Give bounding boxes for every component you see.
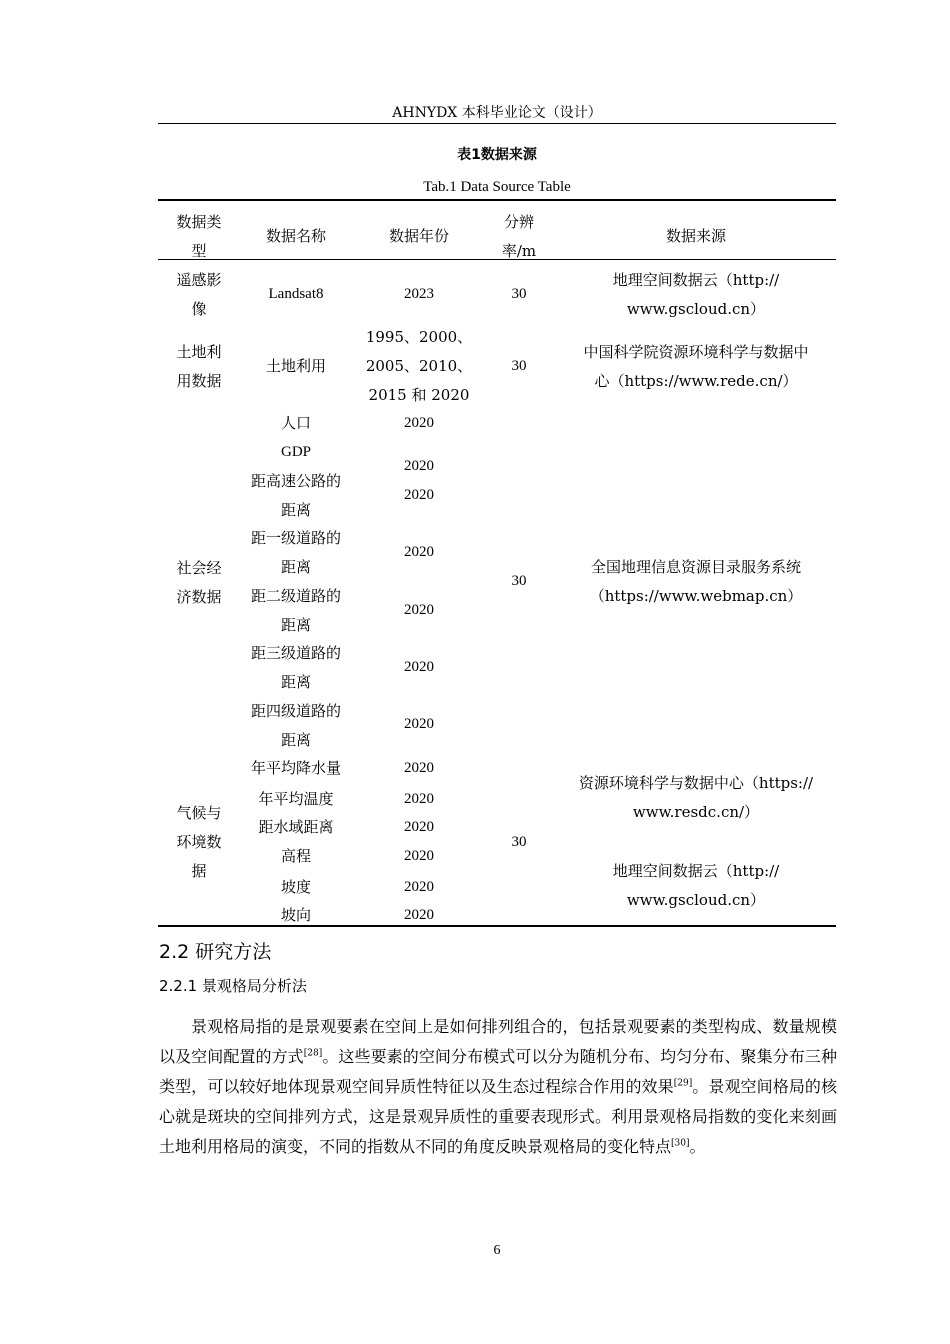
climate-name-temp: 年平均温度 (258, 790, 334, 808)
socio-resolution: 30 (511, 573, 527, 589)
col-header-type: 数据类 型 (176, 213, 222, 260)
socio-year-5: 2020 (404, 602, 434, 618)
row-landuse-resolution: 30 (511, 358, 527, 374)
subsection-heading: 2.2.1 景观格局分析法 (159, 977, 307, 995)
citation-28: [28] (303, 1048, 323, 1059)
row-remote-resolution: 30 (511, 286, 527, 302)
row-socio-type: 社会经 济数据 (176, 559, 222, 606)
socio-name-road4: 距四级道路的 距离 (250, 702, 341, 749)
para-text-1: 景观格局指的是景观要素在空间上是如何排列组合的，包括景观要素的类型构成、数量规模以及空间配置的方式 (159, 1017, 837, 1066)
row-landuse-type: 土地利 用数据 (176, 343, 222, 390)
climate-year-4: 2020 (404, 848, 434, 864)
para-text-3: 。景观空间格局的核心就是斑块的空间排列方式，这是景观异质性的重要表现形式。利用景观格局指数的变化来刻画土地利用格局的演变，不同的指数从不同的角度反映景观格局的变化特点 (159, 1077, 837, 1156)
climate-year-5: 2020 (404, 879, 434, 895)
socio-name-population: 人口 (280, 414, 311, 432)
row-remote-type: 遥感影 像 (176, 271, 222, 318)
climate-resolution: 30 (511, 834, 527, 850)
climate-year-1: 2020 (404, 760, 434, 776)
table-title-en: Tab.1 Data Source Table (423, 179, 571, 195)
row-climate-type: 气候与 环境数 据 (176, 804, 222, 880)
para-text-2: 。这些要素的空间分布模式可以分为随机分布、均匀分布、聚集分布三种类型，可以较好地体现景观空间异质性特征以及生态过程综合作用的效果 (159, 1047, 837, 1096)
socio-name-road1: 距一级道路的 距离 (250, 529, 341, 576)
row-landuse-year: 1995、2000、 2005、2010、 2015 和 2020 (365, 328, 473, 404)
climate-name-precip: 年平均降水量 (250, 759, 341, 777)
col-header-source: 数据来源 (665, 227, 726, 245)
row-remote-source: 地理空间数据云（http:// www.gscloud.cn） (612, 271, 780, 318)
page-number: 6 (493, 1243, 501, 1258)
table-top-rule (158, 199, 836, 201)
climate-year-6: 2020 (404, 907, 434, 923)
socio-name-gdp: GDP (280, 444, 311, 460)
socio-name-road3: 距三级道路的 距离 (250, 644, 341, 691)
body-paragraph (159, 1012, 837, 1162)
socio-year-2: 2020 (404, 458, 434, 474)
socio-name-highway: 距高速公路的 距离 (250, 472, 341, 519)
row-remote-name: Landsat8 (268, 286, 324, 302)
socio-year-6: 2020 (404, 659, 434, 675)
climate-name-slope: 坡度 (280, 878, 311, 896)
row-landuse-source: 中国科学院资源环境科学与数据中 心（https://www.rede.cn/） (583, 343, 809, 390)
table-title-cn: 表1数据来源 (457, 147, 537, 163)
para-text-4: 。 (689, 1137, 706, 1156)
socio-source: 全国地理信息资源目录服务系统 （https://www.webmap.cn） (589, 558, 803, 605)
col-header-year: 数据年份 (388, 227, 449, 245)
climate-name-water: 距水域距离 (258, 818, 334, 836)
climate-name-aspect: 坡向 (280, 906, 311, 924)
socio-year-3: 2020 (404, 487, 434, 503)
socio-name-road2: 距二级道路的 距离 (250, 587, 341, 634)
section-heading: 2.2 研究方法 (159, 941, 272, 963)
socio-year-1: 2020 (404, 415, 434, 431)
socio-year-4: 2020 (404, 544, 434, 560)
climate-source-2: 地理空间数据云（http:// www.gscloud.cn） (612, 862, 780, 909)
climate-year-3: 2020 (404, 819, 434, 835)
col-header-resolution: 分辨 率/m (501, 213, 537, 260)
row-remote-year: 2023 (404, 286, 434, 302)
climate-source-1: 资源环境科学与数据中心（https:// www.resdc.cn/） (578, 774, 814, 821)
climate-name-elevation: 高程 (280, 847, 311, 865)
row-landuse-name: 土地利用 (265, 357, 326, 375)
page-header: AHNYDX 本科毕业论文（设计） (392, 105, 602, 121)
climate-year-2: 2020 (404, 791, 434, 807)
header-rule (158, 123, 836, 124)
socio-year-7: 2020 (404, 716, 434, 732)
citation-29: [29] (673, 1078, 693, 1089)
citation-30: [30] (671, 1138, 690, 1149)
col-header-name: 数据名称 (265, 227, 326, 245)
